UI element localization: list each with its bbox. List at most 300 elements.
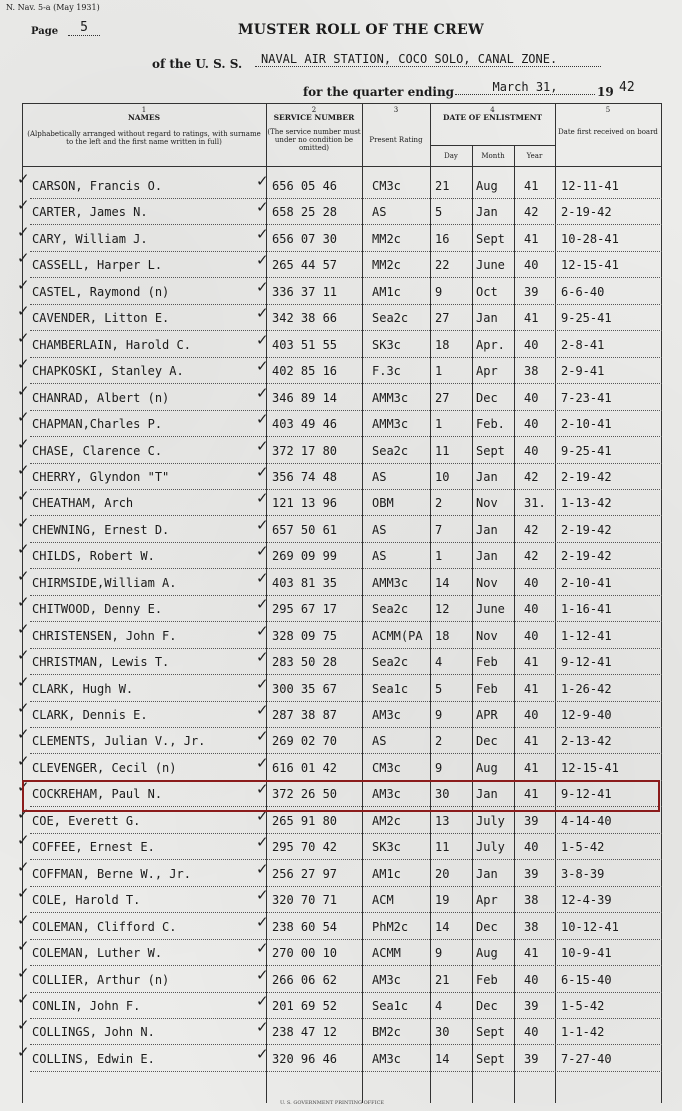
table-row bbox=[0, 196, 682, 228]
cell-month: Sept bbox=[476, 1051, 505, 1066]
cell-rating: AMM3c bbox=[372, 575, 409, 590]
checkmark-icon: ✓ bbox=[17, 275, 30, 294]
checkmark-icon: ✓ bbox=[256, 172, 269, 190]
row-underline bbox=[30, 542, 662, 543]
cell-service: 300 35 67 bbox=[272, 681, 338, 696]
cell-name: CHASE, Clarence C. bbox=[32, 443, 163, 458]
cell-day: 18 bbox=[435, 628, 450, 643]
checkmark-icon: ✓ bbox=[256, 1044, 269, 1063]
cell-received: 10-9-41 bbox=[561, 946, 612, 961]
names-column-header: 1 NAMES (Alphabetically arranged without regard to ratings, with surname to the left and the first name written in full) bbox=[27, 106, 261, 146]
cell-service: 238 60 54 bbox=[272, 919, 338, 934]
row-underline bbox=[30, 833, 662, 834]
cell-year: 40 bbox=[524, 337, 539, 352]
checkmark-icon: ✓ bbox=[256, 991, 269, 1010]
cell-rating: AS bbox=[372, 205, 387, 220]
cell-day: 18 bbox=[435, 337, 450, 352]
cell-day: 1 bbox=[435, 364, 443, 379]
row-underline bbox=[30, 489, 662, 490]
checkmark-icon: ✓ bbox=[17, 540, 30, 559]
cell-month: Dec bbox=[476, 919, 498, 934]
cell-month: Dec bbox=[476, 734, 498, 749]
cell-service: 256 27 97 bbox=[272, 866, 338, 881]
cell-rating: SK3c bbox=[372, 840, 401, 855]
cell-name: CHRISTMAN, Lewis T. bbox=[32, 655, 170, 670]
cell-received: 2-19-42 bbox=[561, 522, 612, 537]
cell-year: 39 bbox=[524, 813, 539, 828]
day-subheader: Day bbox=[444, 152, 458, 160]
cell-day: 4 bbox=[435, 998, 443, 1013]
checkmark-icon: ✓ bbox=[17, 725, 30, 744]
checkmark-icon: ✓ bbox=[17, 910, 30, 929]
cell-name: CHAMBERLAIN, Harold C. bbox=[32, 337, 191, 352]
cell-rating: AMM3c bbox=[372, 417, 409, 432]
cell-service: 356 74 48 bbox=[272, 469, 338, 484]
checkmark-icon: ✓ bbox=[256, 727, 269, 746]
cell-day: 21 bbox=[435, 972, 450, 987]
row-underline bbox=[30, 727, 662, 728]
table-row bbox=[0, 408, 682, 440]
cell-rating: PhM2c bbox=[372, 919, 409, 934]
year-suffix: 42 bbox=[619, 80, 635, 95]
cell-name: COFFEE, Ernest E. bbox=[32, 840, 155, 855]
row-underline bbox=[30, 701, 662, 702]
table-row bbox=[0, 487, 682, 519]
checkmark-icon: ✓ bbox=[17, 989, 30, 1008]
checkmark-icon: ✓ bbox=[256, 277, 269, 296]
checkmark-icon: ✓ bbox=[17, 804, 30, 823]
cell-month: Feb bbox=[476, 655, 498, 670]
cell-received: 9-12-41 bbox=[561, 787, 612, 802]
cell-name: CLEMENTS, Julian V., Jr. bbox=[32, 734, 206, 749]
cell-year: 40 bbox=[524, 972, 539, 987]
cell-received: 2-19-42 bbox=[561, 549, 612, 564]
cell-rating: OBM bbox=[372, 496, 394, 511]
cell-rating: AS bbox=[372, 469, 387, 484]
received-column-header: 5 Date first received on board bbox=[558, 106, 658, 136]
cell-service: 403 81 35 bbox=[272, 575, 338, 590]
cell-rating: Sea1c bbox=[372, 681, 409, 696]
cell-service: 656 05 46 bbox=[272, 179, 338, 193]
cell-month: Jan bbox=[476, 522, 498, 537]
checkmark-icon: ✓ bbox=[17, 302, 30, 321]
cell-rating: MM2c bbox=[372, 258, 401, 273]
cell-name: CLARK, Hugh W. bbox=[32, 681, 134, 696]
cell-received: 1-26-42 bbox=[561, 681, 612, 696]
row-underline bbox=[30, 568, 662, 569]
cell-rating: MM2c bbox=[372, 231, 401, 246]
cell-year: 41 bbox=[524, 311, 539, 326]
cell-month: Jan bbox=[476, 549, 498, 564]
table-header-bottom-border bbox=[22, 166, 662, 167]
checkmark-icon: ✓ bbox=[17, 196, 30, 215]
enlist-subheader-line bbox=[430, 145, 555, 146]
checkmark-icon: ✓ bbox=[17, 381, 30, 400]
checkmark-icon: ✓ bbox=[256, 912, 269, 931]
row-underline bbox=[30, 357, 662, 358]
cell-day: 22 bbox=[435, 258, 450, 273]
cell-year: 40 bbox=[524, 575, 539, 590]
checkmark-icon: ✓ bbox=[256, 515, 269, 534]
cell-year: 40 bbox=[524, 708, 539, 722]
row-underline bbox=[30, 436, 662, 437]
cell-rating: Sea2c bbox=[372, 443, 409, 458]
checkmark-icon: ✓ bbox=[17, 460, 30, 479]
cell-service: 656 07 30 bbox=[272, 231, 338, 246]
cell-year: 38 bbox=[524, 364, 539, 379]
cell-day: 14 bbox=[435, 919, 450, 934]
form-id: N. Nav. 5-a (May 1931) bbox=[6, 3, 100, 12]
table-row bbox=[0, 1042, 682, 1075]
cell-rating: AM2c bbox=[372, 813, 401, 828]
table-row bbox=[0, 884, 682, 916]
cell-name: CARSON, Francis O. bbox=[32, 179, 163, 193]
quarter-prefix: for the quarter ending bbox=[303, 85, 455, 99]
cell-service: 403 51 55 bbox=[272, 337, 338, 352]
cell-received: 6-6-40 bbox=[561, 284, 605, 299]
table-row bbox=[0, 831, 682, 863]
table-row bbox=[0, 249, 682, 281]
cell-name: CHIRMSIDE,William A. bbox=[32, 575, 177, 590]
cell-rating: CM3c bbox=[372, 179, 401, 193]
cell-received: 6-15-40 bbox=[561, 972, 612, 987]
checkmark-icon: ✓ bbox=[256, 806, 269, 825]
cell-received: 3-8-39 bbox=[561, 866, 605, 881]
cell-month: Jan bbox=[476, 787, 498, 802]
ship-name: NAVAL AIR STATION, COCO SOLO, CANAL ZONE. bbox=[255, 52, 601, 67]
table-row bbox=[0, 170, 682, 202]
cell-service: 657 50 61 bbox=[272, 522, 338, 537]
cell-month: Nov bbox=[476, 575, 498, 590]
row-underline bbox=[30, 198, 662, 199]
cell-rating: Sea1c bbox=[372, 998, 409, 1013]
cell-month: Oct bbox=[476, 284, 498, 299]
checkmark-icon: ✓ bbox=[17, 672, 30, 691]
table-row bbox=[0, 275, 682, 308]
cell-name: COCKREHAM, Paul N. bbox=[32, 787, 163, 802]
row-underline bbox=[30, 1071, 662, 1072]
cell-year: 42 bbox=[524, 469, 539, 484]
cell-rating: AM3c bbox=[372, 1051, 401, 1066]
cell-day: 9 bbox=[435, 760, 443, 775]
cell-name: CHEWNING, Ernest D. bbox=[32, 522, 170, 537]
cell-day: 13 bbox=[435, 813, 450, 828]
cell-service: 336 37 11 bbox=[272, 284, 338, 299]
cell-received: 2-8-41 bbox=[561, 337, 605, 352]
cell-month: Jan bbox=[476, 469, 498, 484]
cell-name: COLLINGS, John N. bbox=[32, 1025, 155, 1040]
cell-day: 30 bbox=[435, 787, 450, 802]
cell-month: June bbox=[476, 258, 505, 273]
checkmark-icon: ✓ bbox=[256, 224, 269, 243]
row-underline bbox=[30, 886, 662, 887]
table-row bbox=[0, 302, 682, 334]
cell-month: Dec bbox=[476, 998, 498, 1013]
highlighted-row-box bbox=[22, 780, 660, 812]
cell-rating: ACMM bbox=[372, 946, 401, 961]
row-underline bbox=[30, 410, 662, 411]
checkmark-icon: ✓ bbox=[17, 434, 30, 453]
table-row bbox=[0, 989, 682, 1022]
cell-rating: AMM3c bbox=[372, 390, 409, 405]
cell-rating: SK3c bbox=[372, 337, 401, 352]
enlistment-column-header: 4 DATE OF ENLISTMENT bbox=[442, 106, 543, 122]
cell-month: Aug bbox=[476, 946, 498, 961]
checkmark-icon: ✓ bbox=[256, 939, 269, 958]
cell-rating: Sea2c bbox=[372, 655, 409, 670]
cell-day: 16 bbox=[435, 231, 450, 246]
cell-day: 5 bbox=[435, 681, 443, 696]
cell-day: 1 bbox=[435, 417, 443, 432]
cell-year: 39 bbox=[524, 284, 539, 299]
cell-rating: F.3c bbox=[372, 364, 401, 379]
table-row bbox=[0, 434, 682, 467]
cell-month: Jan bbox=[476, 205, 498, 220]
checkmark-icon: ✓ bbox=[256, 886, 269, 905]
cell-name: COLE, Harold T. bbox=[32, 893, 141, 908]
cell-month: Nov bbox=[476, 496, 498, 511]
cell-name: CHEATHAM, Arch bbox=[32, 496, 134, 511]
checkmark-icon: ✓ bbox=[17, 963, 30, 982]
checkmark-icon: ✓ bbox=[17, 1016, 30, 1035]
cell-year: 42 bbox=[524, 205, 539, 220]
row-underline bbox=[30, 674, 662, 675]
cell-name: CHITWOOD, Denny E. bbox=[32, 602, 163, 617]
cell-year: 41 bbox=[524, 787, 539, 802]
cell-service: 346 89 14 bbox=[272, 390, 338, 405]
page-number: 5 bbox=[68, 20, 100, 36]
cell-name: CHAPMAN,Charles P. bbox=[32, 417, 163, 432]
row-underline bbox=[30, 1044, 662, 1045]
cell-year: 41 bbox=[524, 760, 539, 775]
cell-rating: AS bbox=[372, 522, 387, 537]
table-row bbox=[0, 804, 682, 837]
checkmark-icon: ✓ bbox=[256, 542, 269, 561]
cell-service: 269 02 70 bbox=[272, 734, 338, 749]
cell-day: 7 bbox=[435, 522, 443, 537]
checkmark-icon: ✓ bbox=[256, 568, 269, 587]
cell-name: CHRISTENSEN, John F. bbox=[32, 628, 177, 643]
checkmark-icon: ✓ bbox=[256, 489, 269, 508]
cell-year: 41 bbox=[524, 179, 539, 193]
cell-name: CAVENDER, Litton E. bbox=[32, 311, 170, 326]
cell-month: Jan bbox=[476, 866, 498, 881]
cell-day: 20 bbox=[435, 866, 450, 881]
cell-rating: CM3c bbox=[372, 760, 401, 775]
cell-received: 7-27-40 bbox=[561, 1051, 612, 1066]
checkmark-icon: ✓ bbox=[17, 619, 30, 638]
checkmark-icon: ✓ bbox=[256, 383, 269, 402]
checkmark-icon: ✓ bbox=[17, 170, 30, 188]
cell-received: 2-10-41 bbox=[561, 575, 612, 590]
cell-name: CHAPKOSKI, Stanley A. bbox=[32, 364, 184, 379]
cell-received: 2-10-41 bbox=[561, 417, 612, 432]
cell-service: 328 09 75 bbox=[272, 628, 338, 643]
cell-day: 2 bbox=[435, 496, 443, 511]
checkmark-icon: ✓ bbox=[17, 222, 30, 241]
cell-received: 9-25-41 bbox=[561, 311, 612, 326]
ship-prefix: of the U. S. S. bbox=[152, 57, 243, 71]
checkmark-icon: ✓ bbox=[256, 833, 269, 852]
rating-column-header: 3 Present Rating bbox=[369, 106, 423, 144]
cell-name: CARTER, James N. bbox=[32, 205, 148, 220]
cell-year: 40 bbox=[524, 443, 539, 458]
cell-day: 27 bbox=[435, 390, 450, 405]
cell-service: 342 38 66 bbox=[272, 311, 338, 326]
cell-rating: Sea2c bbox=[372, 311, 409, 326]
checkmark-icon: ✓ bbox=[256, 198, 269, 217]
cell-month: July bbox=[476, 813, 505, 828]
row-underline bbox=[30, 383, 662, 384]
checkmark-icon: ✓ bbox=[256, 701, 269, 719]
table-row bbox=[0, 593, 682, 625]
cell-service: 372 26 50 bbox=[272, 787, 338, 802]
cell-received: 1-13-42 bbox=[561, 496, 612, 511]
cell-day: 11 bbox=[435, 840, 450, 855]
row-underline bbox=[30, 912, 662, 913]
table-row bbox=[0, 725, 682, 757]
cell-service: 201 69 52 bbox=[272, 998, 338, 1013]
cell-year: 40 bbox=[524, 258, 539, 273]
cell-service: 320 96 46 bbox=[272, 1051, 338, 1066]
cell-year: 38 bbox=[524, 893, 539, 908]
cell-year: 40 bbox=[524, 390, 539, 405]
cell-day: 10 bbox=[435, 469, 450, 484]
checkmark-icon: ✓ bbox=[17, 408, 30, 427]
checkmark-icon: ✓ bbox=[17, 937, 30, 956]
cell-day: 19 bbox=[435, 893, 450, 908]
cell-received: 12-4-39 bbox=[561, 893, 612, 908]
checkmark-icon: ✓ bbox=[17, 593, 30, 612]
page-label: Page bbox=[31, 26, 59, 37]
cell-rating: BM2c bbox=[372, 1025, 401, 1040]
cell-rating: Sea2c bbox=[372, 602, 409, 617]
cell-name: CLARK, Dennis E. bbox=[32, 708, 148, 722]
cell-month: Sept bbox=[476, 231, 505, 246]
cell-received: 4-14-40 bbox=[561, 813, 612, 828]
cell-received: 9-12-41 bbox=[561, 655, 612, 670]
checkmark-icon: ✓ bbox=[256, 621, 269, 640]
cell-received: 2-13-42 bbox=[561, 734, 612, 749]
cell-received: 12-9-40 bbox=[561, 708, 612, 722]
cell-name: CHANRAD, Albert (n) bbox=[32, 390, 170, 405]
cell-day: 30 bbox=[435, 1025, 450, 1040]
cell-day: 14 bbox=[435, 1051, 450, 1066]
row-underline bbox=[30, 753, 662, 754]
table-row bbox=[0, 910, 682, 943]
cell-year: 41 bbox=[524, 734, 539, 749]
checkmark-icon: ✓ bbox=[17, 884, 30, 903]
cell-year: 31. bbox=[524, 496, 546, 511]
checkmark-icon: ✓ bbox=[17, 355, 30, 374]
checkmark-icon: ✓ bbox=[17, 1042, 30, 1061]
row-underline bbox=[30, 251, 662, 252]
cell-year: 39 bbox=[524, 1051, 539, 1066]
row-underline bbox=[30, 515, 662, 516]
printing-office-footer: U. S. GOVERNMENT PRINTING OFFICE bbox=[280, 1100, 385, 1106]
cell-day: 12 bbox=[435, 602, 450, 617]
cell-received: 1-12-41 bbox=[561, 628, 612, 643]
checkmark-icon: ✓ bbox=[256, 859, 269, 878]
cell-year: 41 bbox=[524, 655, 539, 670]
cell-service: 295 70 42 bbox=[272, 840, 338, 855]
checkmark-icon: ✓ bbox=[256, 251, 269, 270]
service-column-header: 2 SERVICE NUMBER (The service number must under no condition be omitted) bbox=[267, 106, 361, 152]
cell-name: COLLINS, Edwin E. bbox=[32, 1051, 155, 1066]
cell-service: 372 17 80 bbox=[272, 443, 338, 458]
table-row bbox=[0, 381, 682, 414]
checkmark-icon: ✓ bbox=[17, 513, 30, 532]
cell-rating: ACM bbox=[372, 893, 394, 908]
cell-year: 41 bbox=[524, 231, 539, 246]
cell-service: 616 01 42 bbox=[272, 760, 338, 775]
cell-month: Feb bbox=[476, 681, 498, 696]
row-underline bbox=[30, 992, 662, 993]
row-underline bbox=[30, 939, 662, 940]
table-row bbox=[0, 619, 682, 652]
cell-name: CLEVENGER, Cecil (n) bbox=[32, 760, 177, 775]
checkmark-icon: ✓ bbox=[256, 1018, 269, 1037]
cell-year: 40 bbox=[524, 602, 539, 617]
cell-name: COLLIER, Arthur (n) bbox=[32, 972, 170, 987]
cell-rating: AS bbox=[372, 734, 387, 749]
checkmark-icon: ✓ bbox=[256, 410, 269, 429]
cell-year: 40 bbox=[524, 417, 539, 432]
cell-rating: ACMM(PA bbox=[372, 628, 423, 643]
year-subheader: Year bbox=[526, 152, 543, 160]
cell-day: 9 bbox=[435, 284, 443, 299]
row-underline bbox=[30, 859, 662, 860]
cell-month: Sept bbox=[476, 443, 505, 458]
checkmark-icon: ✓ bbox=[17, 487, 30, 506]
cell-day: 5 bbox=[435, 205, 443, 220]
cell-month: Nov bbox=[476, 628, 498, 643]
cell-service: 658 25 28 bbox=[272, 205, 338, 220]
table-row bbox=[0, 672, 682, 705]
cell-received: 10-12-41 bbox=[561, 919, 619, 934]
row-underline bbox=[30, 648, 662, 649]
cell-month: Aug bbox=[476, 179, 498, 193]
checkmark-icon: ✓ bbox=[17, 831, 30, 850]
cell-rating: AM1c bbox=[372, 866, 401, 881]
cell-rating: AM3c bbox=[372, 787, 401, 802]
cell-received: 12-15-41 bbox=[561, 760, 619, 775]
cell-rating: AM1c bbox=[372, 284, 401, 299]
checkmark-icon: ✓ bbox=[256, 780, 269, 799]
checkmark-icon: ✓ bbox=[17, 249, 30, 268]
checkmark-icon: ✓ bbox=[17, 857, 30, 876]
table-row bbox=[0, 513, 682, 546]
cell-name: CARY, William J. bbox=[32, 231, 148, 246]
cell-service: 287 38 87 bbox=[272, 708, 338, 722]
cell-received: 9-25-41 bbox=[561, 443, 612, 458]
cell-service: 265 44 57 bbox=[272, 258, 338, 273]
page-title: MUSTER ROLL OF THE CREW bbox=[237, 22, 485, 38]
row-underline bbox=[30, 330, 662, 331]
cell-rating: AS bbox=[372, 549, 387, 564]
cell-received: 2-9-41 bbox=[561, 364, 605, 379]
checkmark-icon: ✓ bbox=[256, 304, 269, 323]
cell-year: 40 bbox=[524, 628, 539, 643]
checkmark-icon: ✓ bbox=[256, 595, 269, 614]
cell-service: 295 67 17 bbox=[272, 602, 338, 617]
checkmark-icon: ✓ bbox=[256, 330, 269, 349]
row-underline bbox=[30, 965, 662, 966]
table-row bbox=[0, 699, 682, 731]
quarter-date: March 31, bbox=[455, 80, 595, 95]
row-underline bbox=[30, 1018, 662, 1019]
row-underline bbox=[30, 224, 662, 225]
